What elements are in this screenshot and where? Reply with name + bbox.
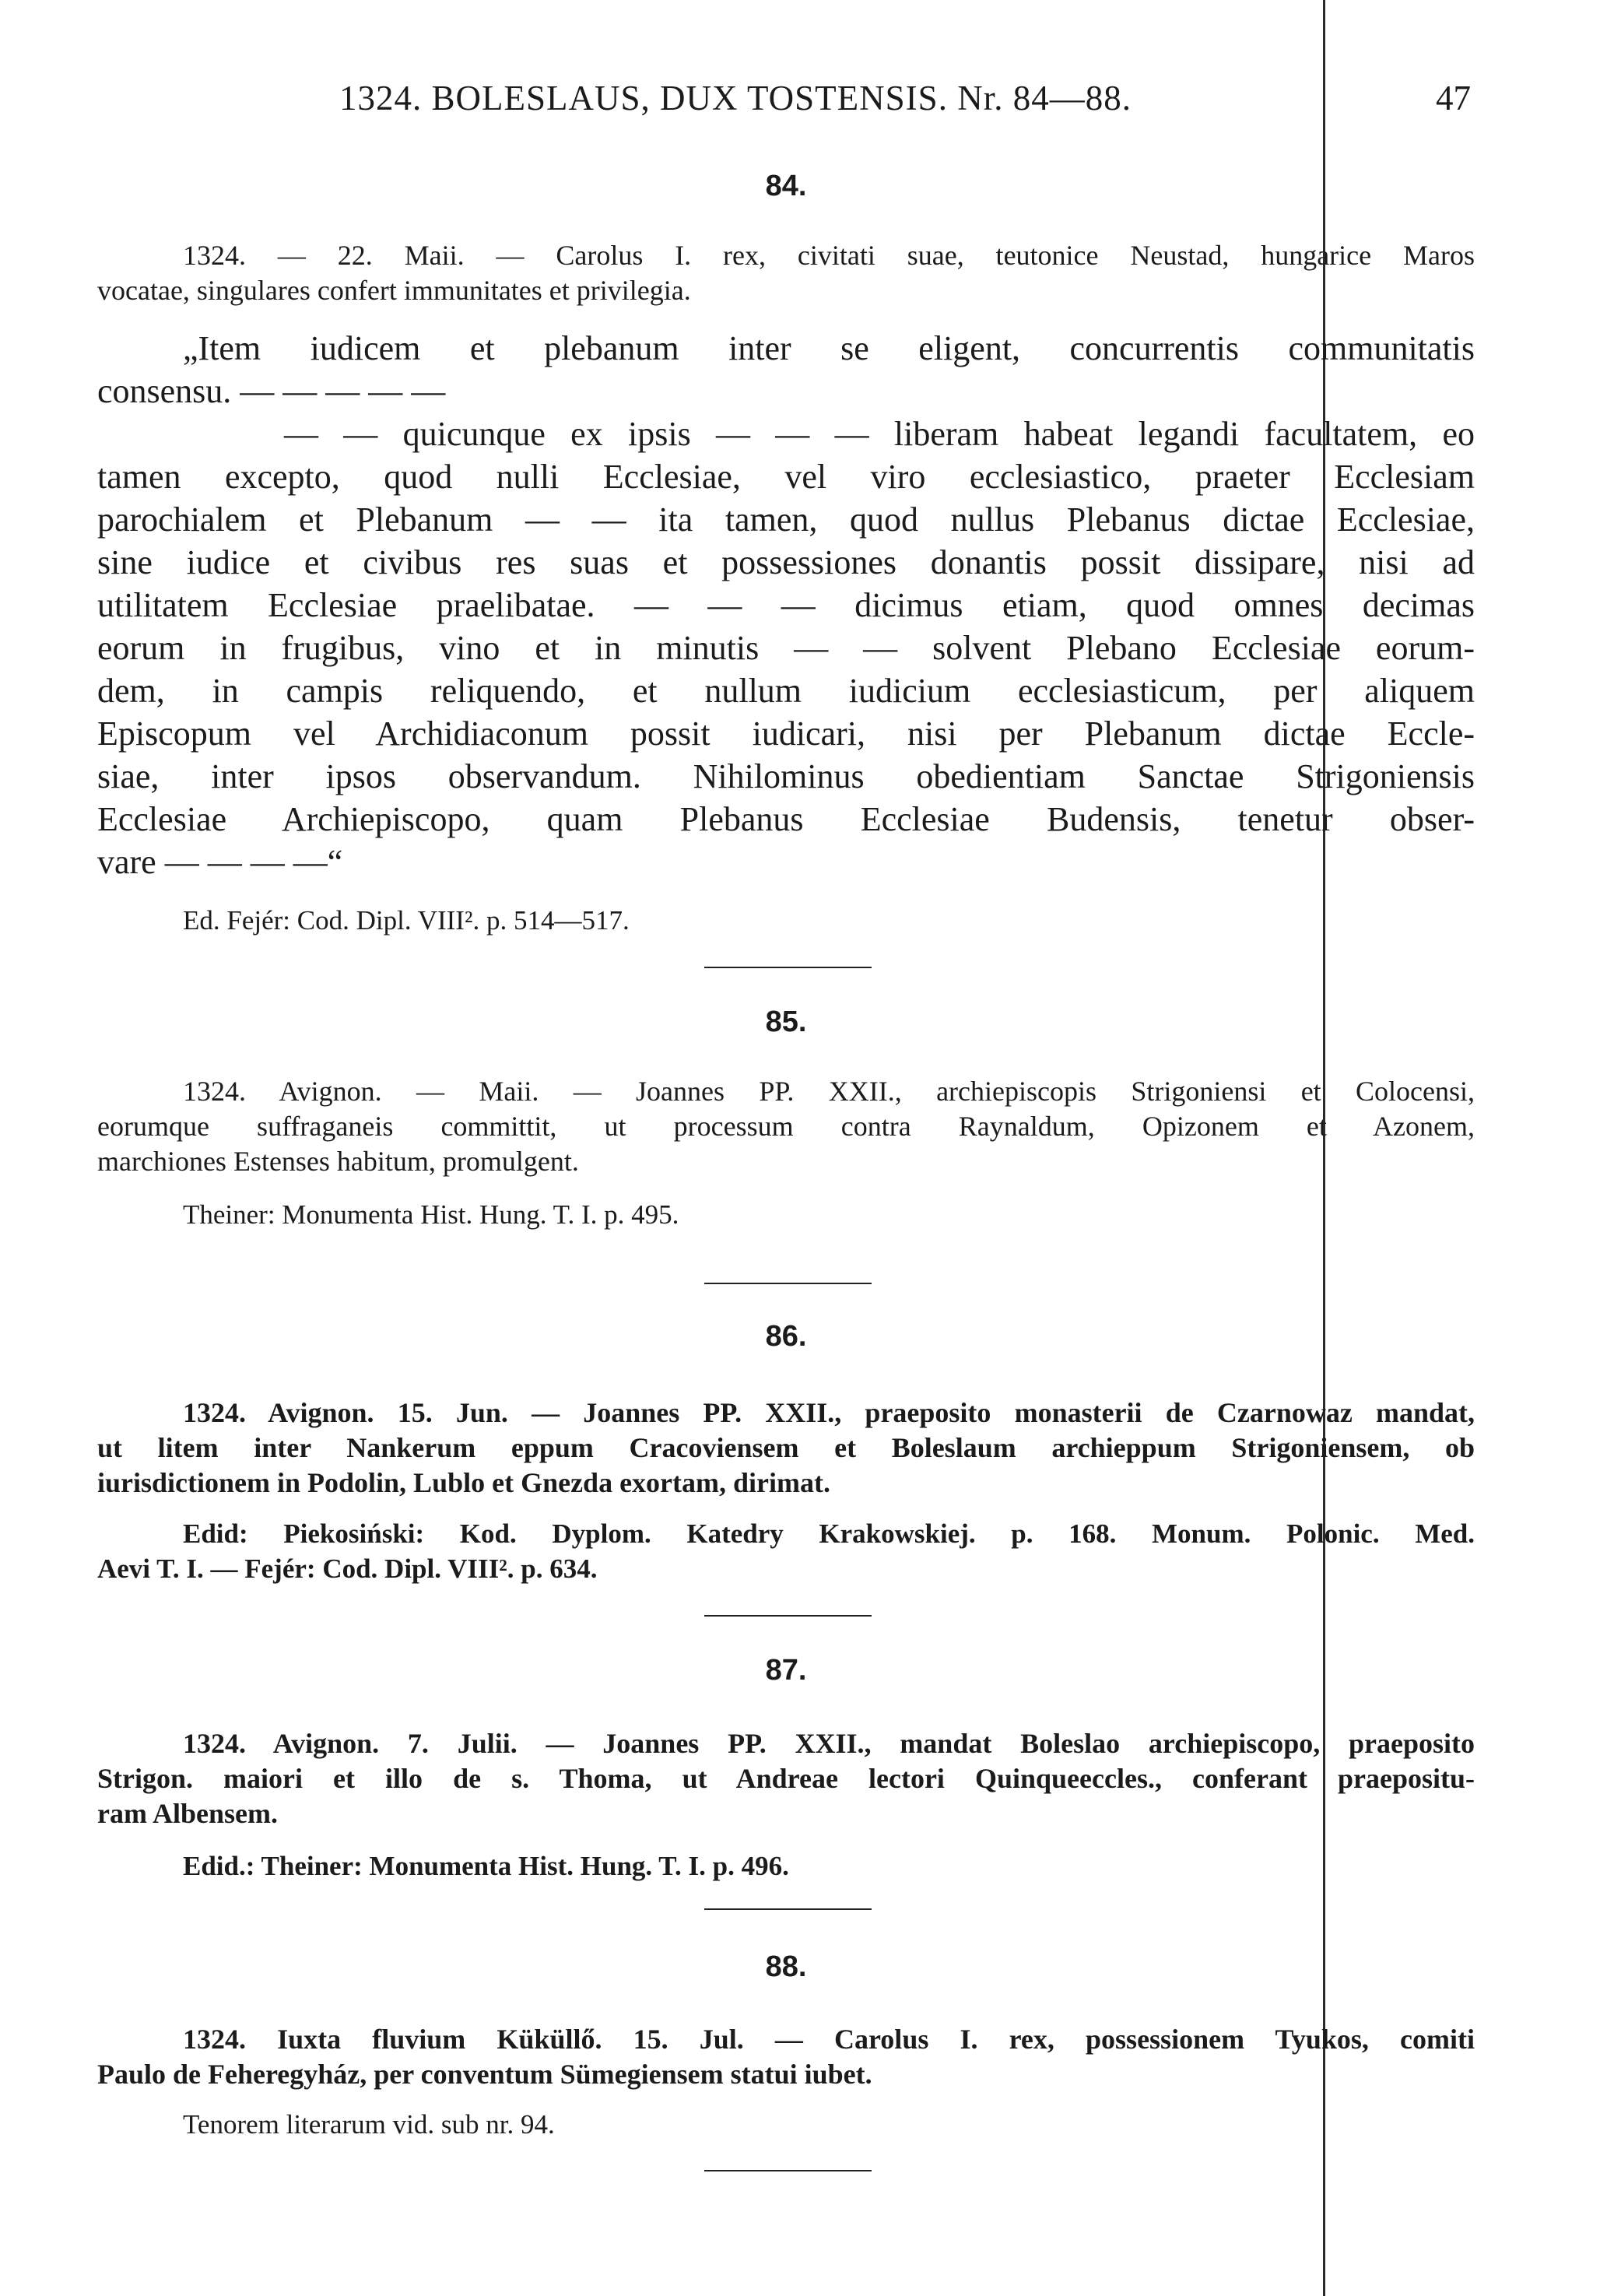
entry-number-88: 88. (765, 1950, 807, 1983)
regest-line: vocatae, singulares confert immunitates et privilegia. (97, 275, 691, 306)
source-line: Tenorem literarum vid. sub nr. 94. (183, 2109, 555, 2140)
entry-86-source (97, 1516, 1475, 1586)
entry-number-87: 87. (765, 1654, 807, 1687)
entry-84-text (97, 327, 1475, 883)
regest-line: ram Albensem. (97, 1798, 278, 1829)
section-divider (704, 967, 872, 968)
page-number: 47 (1436, 79, 1471, 118)
entry-84-source (97, 903, 1475, 938)
text-line: „Item iudicem et plebanum inter se eligent, concurrentis communitatis (183, 329, 1475, 367)
entry-87-regest (97, 1726, 1475, 1831)
entry-number-85: 85. (765, 1006, 807, 1038)
source-line: Ed. Fejér: Cod. Dipl. VIII². p. 514—517. (183, 905, 630, 936)
source-line: Edid.: Theiner: Monumenta Hist. Hung. T. I. p. 496. (183, 1851, 789, 1881)
regest-line: 1324. Avignon. 7. Julii. — Joannes PP. XXII., mandat Boleslao archiepiscopo, praeposito (183, 1728, 1475, 1759)
entry-86-regest (97, 1396, 1475, 1501)
header-title: 1324. BOLESLAUS, DUX TOSTENSIS. Nr. 84—88. (339, 79, 1132, 118)
regest-line: 1324. — 22. Maii. — Carolus I. rex, civitati suae, teutonice Neustad, hungarice Maros (183, 240, 1475, 271)
section-divider (704, 2170, 872, 2171)
regest-line: 1324. Avignon. — Maii. — Joannes PP. XXII., archiepiscopis Strigoniensi et Colocensi, (183, 1076, 1475, 1107)
entry-85-source (97, 1197, 1475, 1232)
regest-line: 1324. Avignon. 15. Jun. — Joannes PP. XXII., praeposito monasterii de Czarnowaz mandat, (183, 1397, 1475, 1428)
regest-line: iurisdictionem in Podolin, Lublo et Gnezda exortam, dirimat. (97, 1467, 830, 1498)
text-line: dem, in campis reliquendo, et nullum iudicium ecclesiasticum, per aliquem (97, 672, 1475, 710)
source-line: Aevi T. I. — Fejér: Cod. Dipl. VIII². p. 634. (97, 1553, 598, 1584)
source-line: Theiner: Monumenta Hist. Hung. T. I. p. 495. (183, 1199, 679, 1230)
section-divider (704, 1283, 872, 1284)
section-divider (704, 1908, 872, 1910)
entry-87-source (97, 1848, 1475, 1883)
regest-line: eorumque suffraganeis committit, ut processum contra Raynaldum, Opizonem et Azonem, (97, 1111, 1475, 1142)
regest-line: Paulo de Feheregyház, per conventum Sümegiensem statui iubet. (97, 2059, 872, 2090)
text-line: eorum in frugibus, vino et in minutis — — solvent Plebano Ecclesiae eorum- (97, 629, 1475, 667)
text-line: utilitatem Ecclesiae praelibatae. — — — dicimus etiam, quod omnes decimas (97, 586, 1475, 624)
text-line: siae, inter ipsos observandum. Nihilominus obedientiam Sanctae Strigoniensis (97, 757, 1475, 795)
text-line: parochialem et Plebanum — — ita tamen, quod nullus Plebanus dictae Ecclesiae, (97, 500, 1475, 539)
entry-88-regest (97, 2022, 1475, 2092)
text-line: consensu. — — — — — (97, 372, 446, 410)
regest-line: 1324. Iuxta fluvium Küküllő. 15. Jul. — Carolus I. rex, possessionem Tyukos, comiti (183, 2024, 1475, 2055)
regest-line: marchiones Estenses habitum, promulgent. (97, 1146, 579, 1177)
entry-number-84: 84. (765, 170, 807, 202)
entry-88-source (97, 2107, 1475, 2142)
text-line: Episcopum vel Archidiaconum possit iudicari, nisi per Plebanum dictae Eccle- (97, 714, 1475, 753)
text-line: tamen excepto, quod nulli Ecclesiae, vel viro ecclesiastico, praeter Ecclesiam (97, 458, 1475, 496)
regest-line: Strigon. maiori et illo de s. Thoma, ut Andreae lectori Quinqueeccles., conferant praepositu- (97, 1763, 1475, 1794)
regest-line: ut litem inter Nankerum eppum Cracoviensem et Boleslaum archieppum Strigoniensem, ob (97, 1432, 1475, 1463)
entry-84-regest (97, 238, 1475, 308)
text-line: vare — — — —“ (97, 843, 343, 881)
entry-number-86: 86. (765, 1320, 807, 1353)
text-line: sine iudice et civibus res suas et possessiones donantis possit dissipare, nisi ad (97, 543, 1475, 581)
source-line: Edid: Piekosiński: Kod. Dyplom. Katedry Krakowskiej. p. 168. Monum. Polonic. Med. (183, 1518, 1475, 1549)
section-divider (704, 1615, 872, 1617)
text-line: — — quicunque ex ipsis — — — liberam habeat legandi facultatem, eo (284, 415, 1475, 453)
text-line: Ecclesiae Archiepiscopo, quam Plebanus Ecclesiae Budensis, tenetur obser- (97, 800, 1475, 838)
entry-85-regest (97, 1074, 1475, 1179)
running-header (0, 78, 1607, 132)
